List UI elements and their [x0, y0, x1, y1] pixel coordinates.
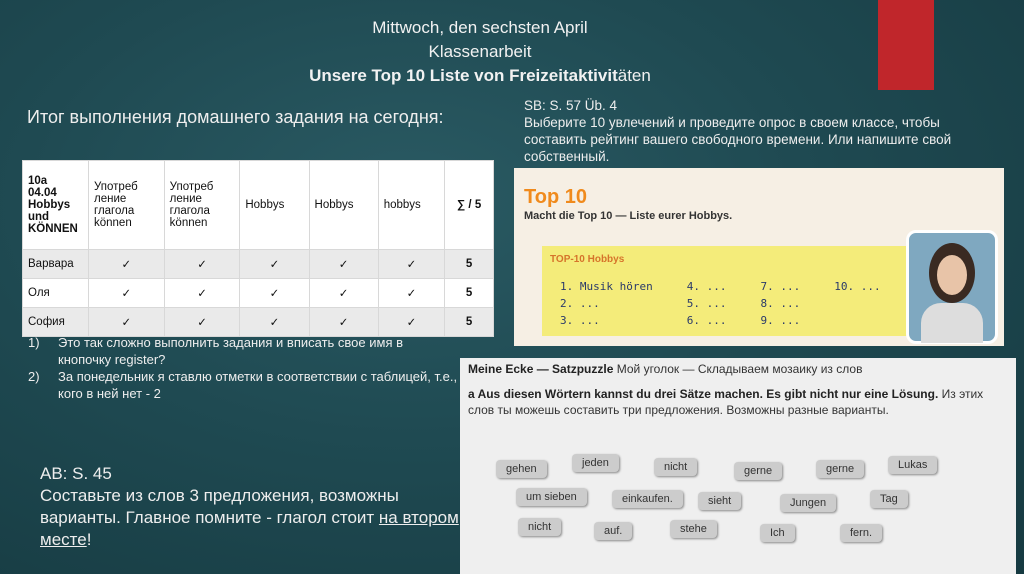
list-item: 1. Musik hören — [560, 280, 653, 293]
face-shape — [937, 255, 967, 295]
top10-list — [560, 278, 915, 329]
textbook-satzpuzzle-image — [460, 358, 1016, 574]
word-tile: stehe — [670, 520, 717, 538]
list-item: 6. ... — [686, 314, 727, 327]
student-name: Варвара — [23, 250, 89, 279]
header-cell: Hobbys — [309, 161, 378, 250]
word-tile: Ich — [760, 524, 795, 542]
textbook-instruction: Выберите 10 увлечений и проведите опрос в своем классе, чтобы составить рейтинг вашего свободного времени. Или напишите свой собственный. — [524, 115, 952, 164]
top10-title: Top 10 — [524, 186, 587, 208]
workbook-ref: AB: S. 45 — [40, 464, 112, 483]
word-tile: gerne — [734, 462, 782, 480]
check-mark: ✓ — [309, 308, 378, 337]
workbook-instruction — [40, 485, 460, 551]
header-cell: Hobbys — [240, 161, 309, 250]
word-tile: einkaufen. — [612, 490, 683, 508]
word-tile: auf. — [594, 522, 632, 540]
student-name: София — [23, 308, 89, 337]
word-tile: nicht — [654, 458, 697, 476]
word-tile: nicht — [518, 518, 561, 536]
header-cell: Употреб ление глагола können — [89, 161, 165, 250]
instruction-text: Составьте из слов 3 предложения, возможны варианты. Главное помните - глагол стоит — [40, 486, 399, 527]
word-tile: gehen — [496, 460, 547, 478]
check-mark: ✓ — [240, 250, 309, 279]
list-item: 7. ... — [760, 280, 801, 293]
word-tile: Jungen — [780, 494, 836, 512]
instruction-underlined: на втором месте — [40, 508, 459, 549]
heading-rest: Мой уголок — Складываем мозаику из слов — [613, 362, 863, 376]
topic-heading-end: äten — [617, 66, 651, 85]
instruction-bold: a Aus diesen Wörtern kannst du drei Sätze machen. Es gibt nicht nur eine Lösung. — [468, 387, 939, 401]
check-mark: ✓ — [240, 308, 309, 337]
list-item: 2. ... — [560, 297, 600, 310]
list-text: За понедельник я ставлю отметки в соответствии с таблицей, т.е., кого в ней нет - 2 — [58, 369, 458, 401]
instruction-end: ! — [86, 530, 92, 549]
date-heading: Mittwoch, den sechsten April — [372, 18, 588, 37]
header-cell: Употреб ление глагола können — [164, 161, 240, 250]
check-mark: ✓ — [89, 279, 165, 308]
check-mark: ✓ — [378, 308, 445, 337]
girl-with-headphones-photo — [906, 230, 998, 344]
top10-subtitle: Macht die Top 10 — Liste eurer Hobbys. — [524, 210, 733, 222]
list-number: 2) — [28, 369, 40, 384]
list-column — [687, 278, 727, 329]
table-row — [23, 308, 494, 337]
word-tile: Lukas — [888, 456, 937, 474]
word-tile: jeden — [572, 454, 619, 472]
results-table — [22, 160, 494, 337]
table-header-row — [23, 161, 494, 250]
check-mark: ✓ — [89, 250, 165, 279]
list-column — [560, 278, 653, 329]
check-mark: ✓ — [309, 279, 378, 308]
instruction-rest: Из этих слов ты можешь составить три предложения. Возможны разные варианты. — [468, 387, 984, 417]
satzpuzzle-instruction — [468, 386, 1008, 418]
check-mark: ✓ — [240, 279, 309, 308]
list-column — [760, 278, 800, 329]
table-row — [23, 250, 494, 279]
list-item: 8. ... — [760, 297, 801, 310]
notes-list — [28, 334, 458, 402]
word-tile: fern. — [840, 524, 882, 542]
header-cell: hobbys — [378, 161, 445, 250]
subtitle-heading: Klassenarbeit — [428, 42, 532, 61]
word-tile: gerne — [816, 460, 864, 478]
check-mark: ✓ — [164, 308, 240, 337]
student-name: Оля — [23, 279, 89, 308]
list-item: 5. ... — [686, 297, 727, 310]
top10-list-title: TOP-10 Hobbys — [550, 254, 625, 265]
check-mark: ✓ — [164, 279, 240, 308]
check-mark: ✓ — [378, 279, 445, 308]
score: 5 — [445, 250, 494, 279]
list-item: 4. ... — [686, 280, 727, 293]
word-tile: Tag — [870, 490, 908, 508]
word-tile: um sieben — [516, 488, 587, 506]
header-cell: ∑ / 5 — [445, 161, 494, 250]
table-row — [23, 279, 494, 308]
check-mark: ✓ — [309, 250, 378, 279]
list-item: 3. ... — [560, 314, 600, 327]
check-mark: ✓ — [89, 308, 165, 337]
topic-heading-bold: Unsere Top 10 Liste von Freizeitaktivit — [309, 66, 618, 85]
list-item — [28, 334, 458, 368]
list-item: 10. ... — [834, 280, 881, 293]
list-item — [28, 368, 458, 402]
score: 5 — [445, 279, 494, 308]
homework-summary-title: Итог выполнения домашнего задания на сегодня: — [27, 107, 444, 127]
red-accent-bar — [878, 0, 934, 90]
check-mark: ✓ — [378, 250, 445, 279]
textbook-task — [524, 97, 994, 165]
list-item: 9. ... — [760, 314, 801, 327]
heading-bold: Meine Ecke — Satzpuzzle — [468, 362, 614, 376]
score: 5 — [445, 308, 494, 337]
list-column — [834, 278, 880, 329]
textbook-top10-image — [514, 168, 1004, 346]
header-cell: 10a 04.04 Hobbys und KÖNNEN — [23, 161, 89, 250]
word-tile: sieht — [698, 492, 741, 510]
satzpuzzle-heading — [468, 362, 862, 376]
body-shape — [921, 303, 983, 343]
list-number: 1) — [28, 335, 40, 350]
textbook-ref: SB: S. 57 Üb. 4 — [524, 98, 618, 113]
check-mark: ✓ — [164, 250, 240, 279]
topic-heading — [230, 66, 730, 86]
list-text: Это так сложно выполнить задания и вписать свое имя в кнопочку register? — [58, 335, 404, 367]
workbook-task — [40, 463, 460, 551]
